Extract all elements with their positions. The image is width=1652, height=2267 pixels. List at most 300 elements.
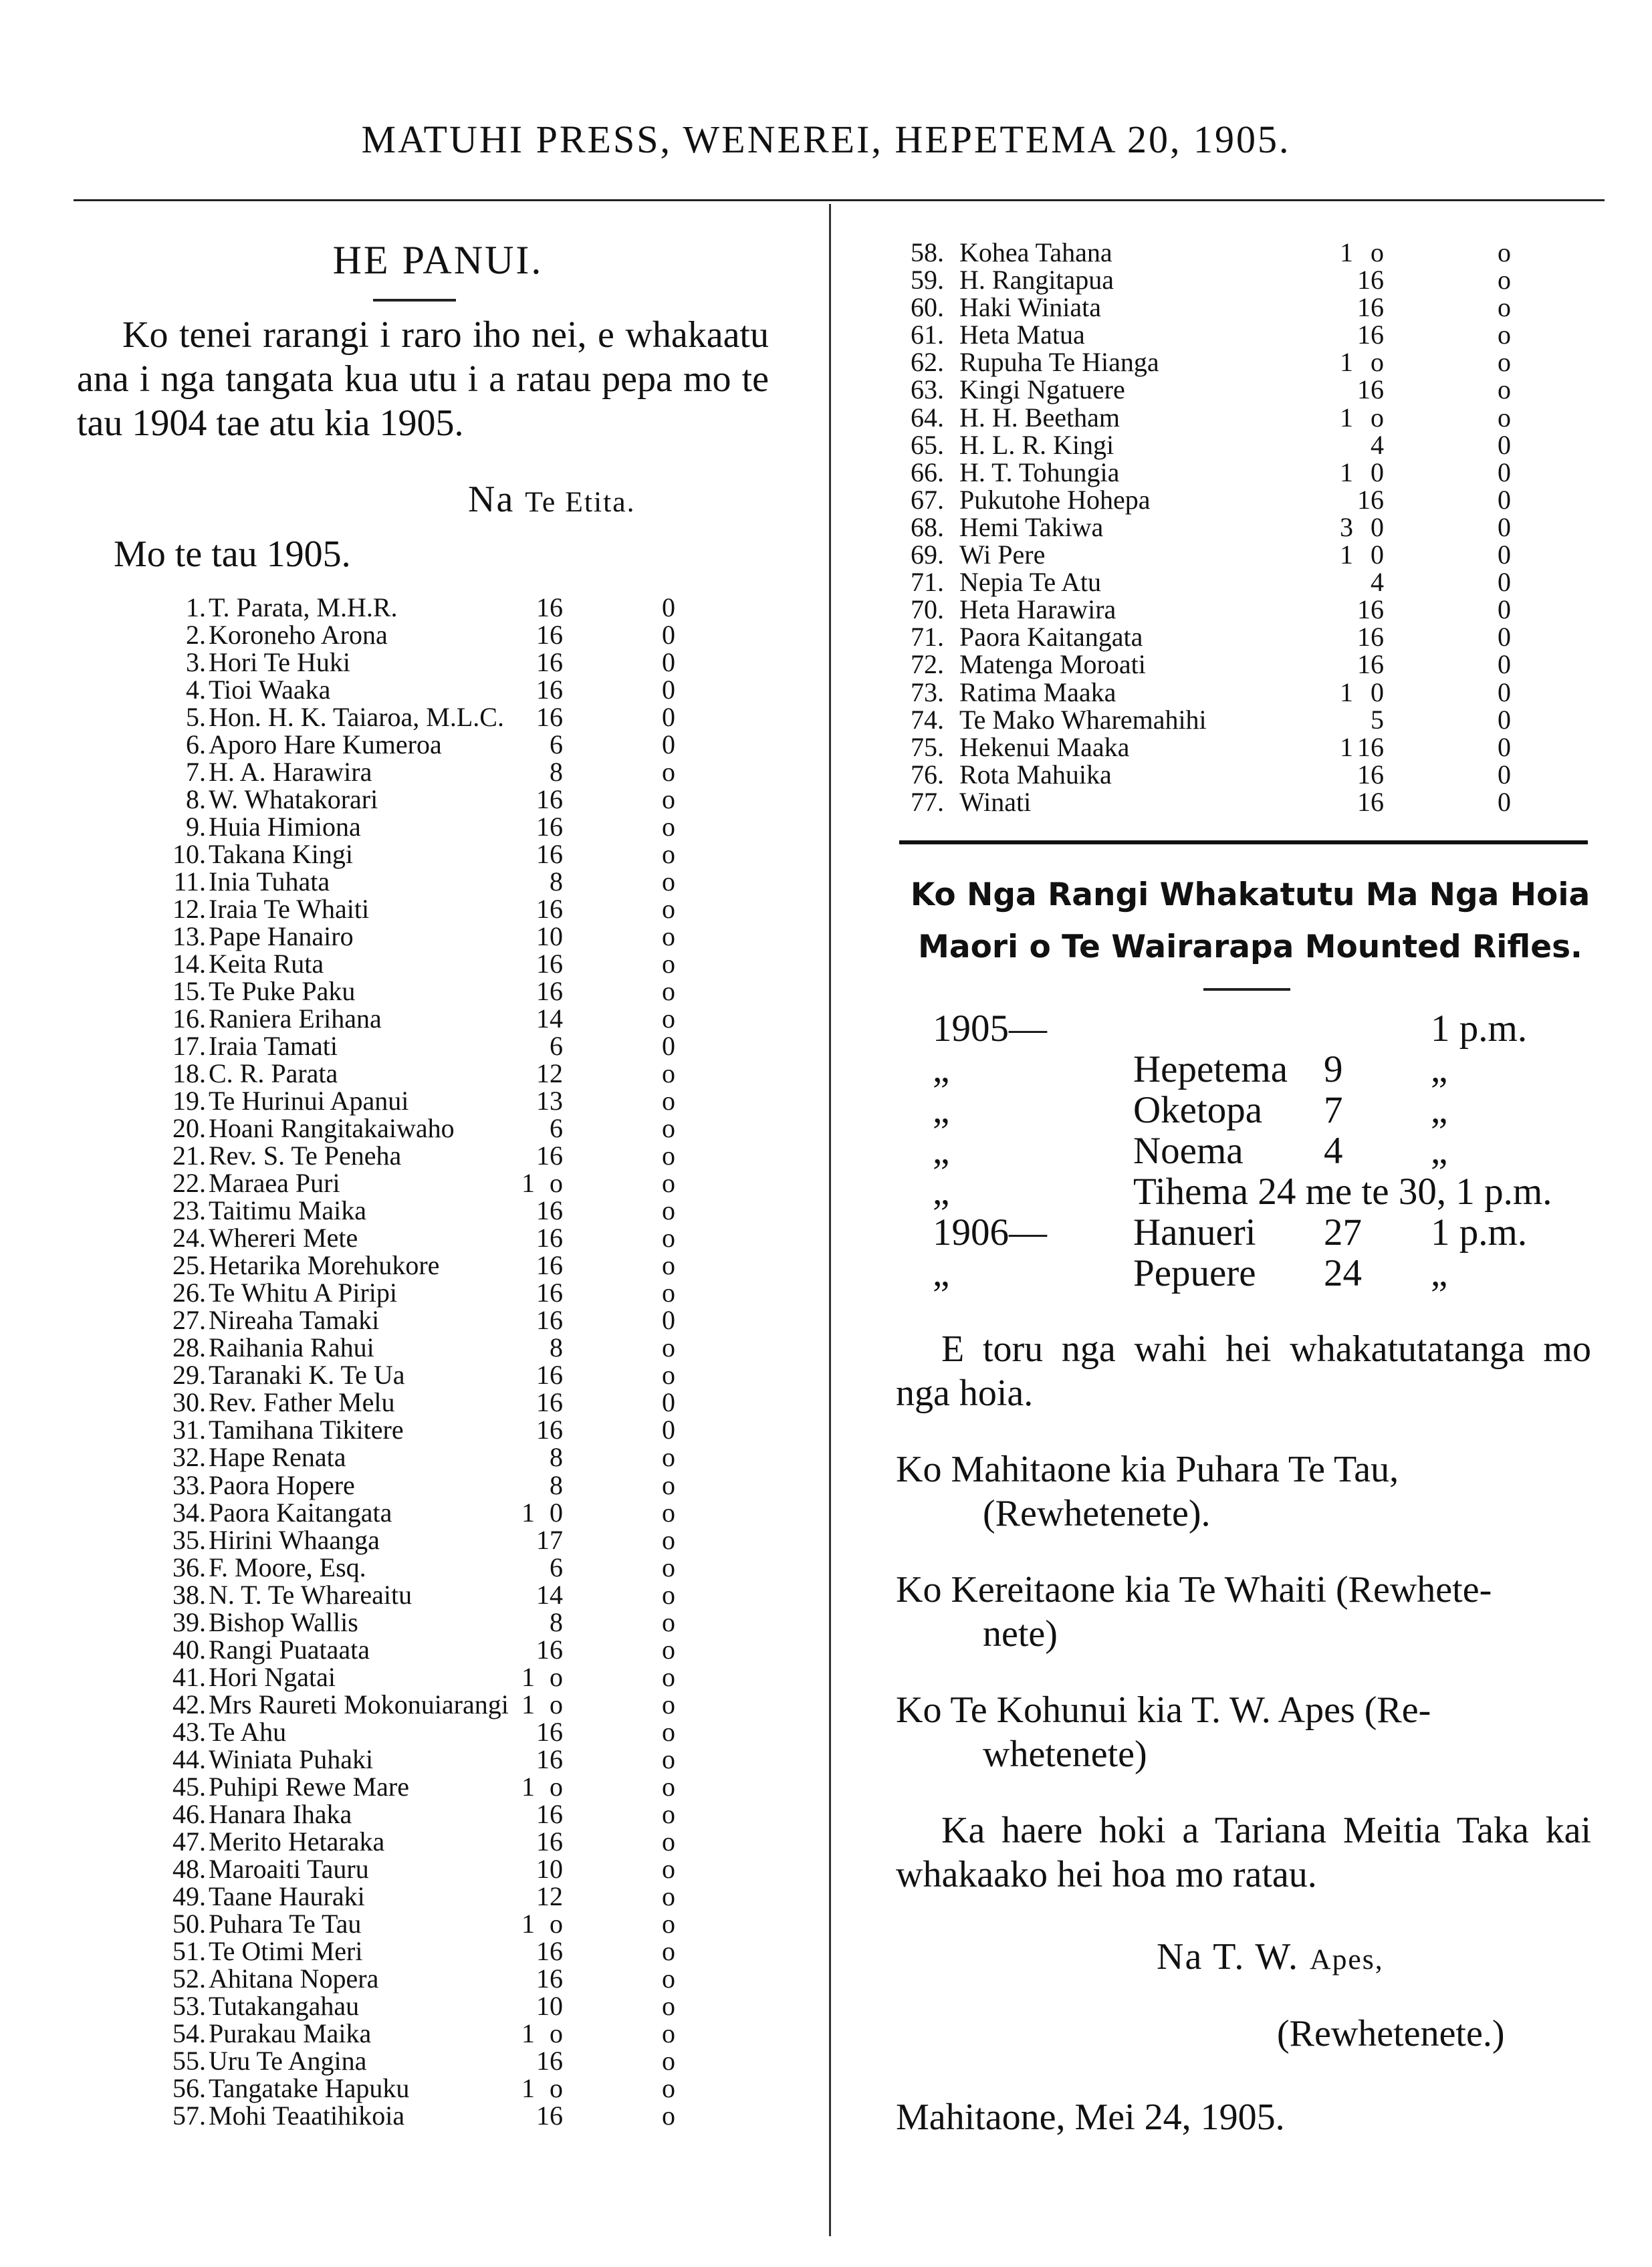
subscriber-row (134, 1663, 682, 1691)
subscriber-amount-shillings: 10 (536, 921, 563, 952)
subscriber-name: Te Whitu A Piripi (209, 1278, 398, 1308)
schedule-time: „ (1431, 1130, 1448, 1172)
subscriber-number: 50. (172, 1908, 206, 1939)
subscriber-row (134, 1005, 682, 1032)
subscriber-number: 38. (172, 1579, 206, 1610)
subscriber-amount-shillings: 16 (536, 894, 563, 925)
notice-sign-name: Te Etita. (525, 486, 636, 518)
schedule-year: „ (933, 1048, 950, 1090)
subscriber-row (896, 541, 1538, 568)
subscriber-number: 76. (911, 759, 944, 790)
subscriber-amount-pence: o (1498, 402, 1511, 433)
subscriber-name: Hekenui Maaka (959, 731, 1130, 762)
subscriber-amount-shillings: 4 (1371, 567, 1384, 598)
subscriber-name: C. R. Parata (209, 1058, 338, 1089)
subscriber-number: 11. (173, 866, 206, 897)
schedule-year: „ (933, 1130, 950, 1172)
subscriber-amount-shillings: 16 (536, 784, 563, 815)
subscriber-amount-shillings: o (550, 1771, 563, 1802)
subscriber-name: Hori Ngatai (209, 1661, 336, 1692)
subscriber-row (134, 977, 682, 1005)
subscriber-number: 10. (172, 839, 206, 870)
subscriber-row (896, 788, 1538, 816)
subscriber-amount-shillings: o (550, 1661, 563, 1692)
drill-intro: E toru nga wahi hei whakatutatanga mo nga hoia. (896, 1328, 1591, 1414)
subscriber-name: H. Rangitapua (959, 265, 1114, 295)
subscriber-number: 15. (172, 976, 206, 1007)
subscriber-row (134, 1334, 682, 1361)
subscriber-amount-pence: o (662, 812, 675, 842)
drill-place-2 (896, 1568, 1591, 1656)
subscriber-amount-shillings: o (550, 1689, 563, 1719)
subscriber-row (896, 623, 1538, 650)
subscriber-amount-pounds: 1 (521, 1689, 535, 1719)
subscriber-name: Rupuha Te Hianga (959, 347, 1159, 378)
subscriber-number: 26. (172, 1278, 206, 1308)
subscriber-row (134, 676, 682, 703)
subscriber-number: 29. (172, 1360, 206, 1391)
subscriber-amount-shillings: 0 (550, 1497, 563, 1528)
subscriber-name: Whereri Mete (209, 1223, 358, 1254)
subscriber-name: Tutakangahau (209, 1990, 360, 2021)
schedule-year: „ (933, 1171, 950, 1213)
subscriber-number: 28. (172, 1332, 206, 1363)
subscriber-amount-pence: o (662, 1168, 675, 1199)
subscriber-row (134, 1060, 682, 1087)
subscriber-row (896, 568, 1538, 596)
subscriber-amount-pence: o (662, 784, 675, 815)
subscriber-row (134, 1197, 682, 1224)
subscriber-row (896, 650, 1538, 678)
subscriber-row (134, 2020, 682, 2047)
subscriber-name: Merito Hetaraka (209, 1826, 385, 1857)
subscriber-row (896, 679, 1538, 706)
subscriber-number: 18. (172, 1058, 206, 1089)
subscriber-row (134, 1746, 682, 1773)
subscriber-name: Hetarika Morehukore (209, 1250, 440, 1281)
subscriber-name: Te Puke Paku (209, 976, 356, 1007)
subscriber-amount-shillings: 0 (1371, 457, 1384, 487)
subscriber-amount-pence: 0 (662, 702, 675, 733)
drill-heading-line2: Maori o Te Wairarapa Mounted Rifles. (918, 929, 1582, 965)
drill-schedule (933, 1008, 1601, 1294)
subscriber-row (134, 731, 682, 758)
subscriber-name: Mohi Teaatihikoia (209, 2100, 405, 2131)
subscriber-amount-pence: o (662, 894, 675, 925)
subscriber-row (134, 1306, 682, 1334)
subscriber-number: 48. (172, 1853, 206, 1884)
subscriber-amount-shillings: 8 (550, 866, 563, 897)
subscriber-number: 30. (172, 1387, 206, 1418)
subscriber-amount-pence: o (662, 1250, 675, 1281)
notice-title-rule (373, 299, 456, 302)
subscriber-number: 69. (911, 540, 944, 570)
subscriber-number: 53. (172, 1990, 206, 2021)
subscriber-number: 64. (911, 402, 944, 433)
subscriber-name: H. L. R. Kingi (959, 429, 1114, 460)
subscriber-name: Haki Winiata (959, 292, 1102, 323)
subscriber-row (134, 2102, 682, 2129)
subscriber-amount-pence: o (662, 1579, 675, 1610)
subscriber-row (134, 1992, 682, 2020)
subscriber-name: Pape Hanairo (209, 921, 354, 952)
schedule-day: 27 (1324, 1211, 1362, 1254)
subscriber-amount-pence: o (662, 1497, 675, 1528)
subscriber-row (896, 431, 1538, 459)
subscriber-number: 45. (172, 1771, 206, 1802)
subscriber-name: Iraia Tamati (209, 1031, 338, 1062)
subscriber-number: 34. (172, 1497, 206, 1528)
subscriber-number: 2. (186, 620, 206, 650)
subscriber-name: Rev. S. Te Peneha (209, 1141, 402, 1171)
subscriber-number: 8. (186, 784, 206, 815)
subscriber-name: Taane Hauraki (209, 1881, 365, 1911)
schedule-row (933, 1212, 1601, 1253)
subscriber-row (134, 1581, 682, 1608)
subscriber-amount-shillings: 16 (536, 2045, 563, 2076)
subscriber-number: 65. (911, 429, 944, 460)
subscriber-name: Hori Te Huki (209, 647, 350, 678)
subscriber-number: 14. (172, 949, 206, 979)
subscriber-amount-pounds: 1 (521, 1908, 535, 1939)
subscriber-list-left (134, 594, 682, 2129)
subscriber-number: 74. (911, 704, 944, 735)
subscriber-amount-shillings: 16 (1357, 649, 1384, 680)
subscriber-row (134, 840, 682, 868)
subscriber-name: N. T. Te Whareaitu (209, 1579, 412, 1610)
subscriber-number: 16. (172, 1003, 206, 1034)
subscriber-amount-shillings: 16 (1357, 786, 1384, 817)
subscriber-name: Ratima Maaka (959, 677, 1116, 707)
subscriber-amount-shillings: 16 (536, 1360, 563, 1391)
subscriber-amount-shillings: o (1371, 347, 1384, 378)
subscriber-row (134, 1883, 682, 1910)
subscriber-row (134, 895, 682, 923)
subscriber-amount-pence: o (662, 1853, 675, 1884)
subscriber-amount-shillings: 16 (536, 839, 563, 870)
subscriber-number: 5. (186, 702, 206, 733)
masthead: MATUHI PRESS, WENEREI, HEPETEMA 20, 1905. (361, 118, 1291, 161)
subscriber-amount-shillings: o (1371, 237, 1384, 267)
subscriber-amount-shillings: 6 (550, 1552, 563, 1582)
drill-place-1-line2: (Rewhetenete). (983, 1493, 1211, 1534)
subscriber-amount-shillings: 0 (1371, 540, 1384, 570)
drill-place-1 (896, 1447, 1591, 1536)
subscriber-name: Puhipi Rewe Mare (209, 1771, 409, 1802)
subscriber-row (134, 1443, 682, 1471)
subscriber-amount-pounds: 1 (1340, 731, 1353, 762)
subscriber-name: Aporo Hare Kumeroa (209, 729, 442, 760)
subscriber-amount-pence: 0 (1498, 677, 1511, 707)
subscriber-row (896, 348, 1538, 376)
subscriber-number: 31. (172, 1415, 206, 1445)
subscriber-amount-pence: 0 (662, 647, 675, 678)
subscriber-number: 22. (172, 1168, 206, 1199)
subscriber-amount-shillings: 16 (536, 1744, 563, 1774)
subscriber-number: 51. (172, 1935, 206, 1966)
schedule-month: Oketopa (1133, 1089, 1263, 1131)
subscriber-row (134, 758, 682, 786)
subscriber-amount-shillings: 8 (550, 757, 563, 788)
subscriber-amount-shillings: 16 (536, 675, 563, 705)
subscriber-amount-pence: 0 (662, 1415, 675, 1445)
subscriber-row (896, 239, 1538, 266)
subscriber-row (896, 459, 1538, 486)
subscriber-amount-pence: o (662, 1058, 675, 1089)
subscriber-amount-pence: o (662, 1826, 675, 1857)
schedule-year: 1905— (933, 1007, 1047, 1050)
subscriber-name: Te Otimi Meri (209, 1935, 363, 1966)
subscriber-row (134, 1937, 682, 1965)
subscriber-amount-shillings: 16 (1357, 759, 1384, 790)
subscriber-amount-pence: o (662, 1606, 675, 1637)
subscriber-number: 56. (172, 2072, 206, 2103)
drill-heading (889, 869, 1611, 973)
subscriber-amount-pence: o (662, 1003, 675, 1034)
subscriber-row (896, 293, 1538, 321)
subscriber-number: 57. (172, 2100, 206, 2131)
subscriber-amount-shillings: o (550, 2072, 563, 2103)
subscriber-number: 62. (911, 347, 944, 378)
schedule-time: „ (1431, 1089, 1448, 1131)
subscriber-amount-pence: 0 (1498, 511, 1511, 542)
subscriber-name: H. T. Tohungia (959, 457, 1120, 487)
subscriber-amount-shillings: 12 (536, 1058, 563, 1089)
subscriber-name: Te Ahu (209, 1716, 287, 1747)
subscriber-amount-pence: o (662, 1771, 675, 1802)
subscriber-amount-pounds: 1 (521, 2072, 535, 2103)
subscriber-amount-shillings: 16 (536, 702, 563, 733)
subscriber-row (134, 1223, 682, 1254)
subscriber-number: 21. (172, 1141, 206, 1171)
subscriber-amount-pounds: 1 (1340, 677, 1353, 707)
subscriber-amount-shillings: 16 (536, 1963, 563, 1994)
subscriber-name: H. H. Beetham (959, 402, 1120, 433)
subscriber-name: Winiata Puhaki (209, 1744, 374, 1774)
subscriber-number: 27. (172, 1305, 206, 1336)
subscriber-amount-shillings: 16 (536, 1387, 563, 1418)
subscriber-amount-shillings: 8 (550, 1606, 563, 1637)
subscriber-amount-pence: o (662, 1661, 675, 1692)
subscriber-row (896, 266, 1538, 293)
subscriber-name: Hemi Takiwa (959, 511, 1104, 542)
subscriber-row (134, 868, 682, 895)
subscriber-row (134, 2074, 682, 2102)
subscriber-number: 19. (172, 1086, 206, 1116)
subscriber-amount-pence: o (662, 2072, 675, 2103)
subscriber-amount-shillings: 16 (536, 1716, 563, 1747)
subscriber-number: 39. (172, 1606, 206, 1637)
subscriber-amount-pence: o (662, 976, 675, 1007)
subscriber-row (896, 376, 1538, 403)
subscriber-name: Maraea Puri (209, 1168, 340, 1199)
subscriber-row (134, 648, 682, 676)
subscriber-amount-shillings: o (550, 1908, 563, 1939)
subscriber-amount-shillings: 16 (1357, 731, 1384, 762)
subscriber-amount-shillings: 16 (536, 1305, 563, 1336)
subscriber-number: 70. (911, 594, 944, 625)
subscriber-number: 41. (172, 1661, 206, 1692)
schedule-row (933, 1049, 1601, 1090)
subscriber-number: 3. (186, 647, 206, 678)
subscriber-name: Taranaki K. Te Ua (209, 1360, 405, 1391)
subscriber-amount-shillings: 8 (550, 1469, 563, 1500)
subscriber-amount-pence: 0 (1498, 786, 1511, 817)
schedule-year: „ (933, 1089, 950, 1131)
subscriber-number: 7. (186, 757, 206, 788)
dateline: Mahitaone, Mei 24, 1905. (896, 2097, 1285, 2138)
subscriber-amount-pence: o (662, 1141, 675, 1171)
subscriber-name: Paora Kaitangata (209, 1497, 392, 1528)
schedule-month: Tihema 24 me te 30, 1 p.m. (1133, 1171, 1552, 1213)
subscriber-amount-pence: o (1498, 237, 1511, 267)
subscriber-amount-pence: 0 (1498, 759, 1511, 790)
subscriber-amount-shillings: 16 (536, 1278, 563, 1308)
subscriber-amount-pence: 0 (1498, 649, 1511, 680)
subscriber-row (134, 1142, 682, 1169)
subscriber-row (134, 1800, 682, 1828)
subscriber-amount-pence: o (662, 949, 675, 979)
subscriber-name: Rota Mahuika (959, 759, 1112, 790)
subscriber-name: Mrs Raureti Mokonuiarangi (209, 1689, 509, 1719)
subscriber-name: Rev. Father Melu (209, 1387, 395, 1418)
drill-place-1-line1: Ko Mahitaone kia Puhara Te Tau, (896, 1449, 1399, 1490)
subscriber-row (134, 1032, 682, 1060)
subscriber-list-right (896, 239, 1538, 816)
subscriber-amount-pounds: 3 (1340, 511, 1353, 542)
schedule-day: 9 (1324, 1048, 1343, 1090)
subscriber-name: Nireaha Tamaki (209, 1305, 380, 1336)
schedule-row (933, 1130, 1601, 1171)
subscriber-amount-shillings: 14 (536, 1003, 563, 1034)
subscriber-number: 43. (172, 1716, 206, 1747)
subscriber-amount-shillings: 16 (1357, 594, 1384, 625)
subscriber-amount-pounds: 1 (1340, 457, 1353, 487)
subscriber-number: 63. (911, 374, 944, 405)
subscriber-row (134, 1855, 682, 1883)
subscriber-amount-pence: o (662, 1634, 675, 1665)
subscriber-amount-pence: o (662, 1881, 675, 1911)
subscriber-row (134, 1389, 682, 1416)
subscriber-amount-pence: o (662, 1086, 675, 1116)
subscriber-amount-pence: o (662, 1716, 675, 1747)
subscriber-row (134, 1636, 682, 1663)
subscriber-amount-pence: 0 (662, 592, 675, 622)
subscriber-amount-pence: 0 (662, 1305, 675, 1336)
subscriber-amount-pounds: 1 (521, 1497, 535, 1528)
subscriber-number: 40. (172, 1634, 206, 1665)
subscriber-number: 20. (172, 1113, 206, 1144)
subscriber-number: 17. (172, 1031, 206, 1062)
subscriber-number: 13. (172, 921, 206, 952)
subscriber-amount-shillings: 6 (550, 1113, 563, 1144)
subscriber-amount-shillings: 5 (1371, 704, 1384, 735)
subscriber-amount-pence: o (1498, 374, 1511, 405)
subscriber-number: 9. (186, 812, 206, 842)
subscriber-name: Taitimu Maika (209, 1195, 367, 1226)
subscriber-name: Ahitana Nopera (209, 1963, 379, 1994)
subscriber-name: H. A. Harawira (209, 757, 372, 788)
subscriber-number: 72. (911, 649, 944, 680)
subscriber-amount-pence: 0 (1498, 622, 1511, 652)
subscriber-row (134, 1169, 682, 1197)
top-rule (74, 199, 1605, 201)
subscriber-row (134, 1471, 682, 1499)
subscriber-row (134, 703, 682, 731)
subscriber-name: Kohea Tahana (959, 237, 1112, 267)
subscriber-name: Winati (959, 786, 1032, 817)
column-divider (829, 204, 831, 2236)
subscriber-number: 54. (172, 2018, 206, 2048)
subscriber-name: Uru Te Angina (209, 2045, 367, 2076)
subscriber-number: 36. (172, 1552, 206, 1582)
subscriber-amount-pence: 0 (662, 620, 675, 650)
subscriber-amount-pence: 0 (1498, 457, 1511, 487)
subscriber-amount-pence: o (662, 866, 675, 897)
subscriber-name: Nepia Te Atu (959, 567, 1101, 598)
subscriber-name: Iraia Te Whaiti (209, 894, 370, 925)
schedule-year: „ (933, 1252, 950, 1294)
subscriber-number: 71. (911, 622, 944, 652)
subscriber-amount-pence: o (662, 1935, 675, 1966)
subscriber-amount-pounds: 1 (521, 1661, 535, 1692)
subscriber-amount-shillings: 16 (536, 1935, 563, 1966)
subscriber-name: Matenga Moroati (959, 649, 1146, 680)
subscriber-name: Maroaiti Tauru (209, 1853, 369, 1884)
subscriber-name: Puhara Te Tau (209, 1908, 362, 1939)
subscriber-row (134, 923, 682, 950)
subscriber-number: 61. (911, 320, 944, 350)
subscriber-amount-shillings: 8 (550, 1332, 563, 1363)
subscriber-name: Huia Himiona (209, 812, 361, 842)
subscriber-number: 44. (172, 1744, 206, 1774)
subscriber-amount-pence: 0 (1498, 484, 1511, 515)
subscriber-number: 52. (172, 1963, 206, 1994)
subscriber-amount-shillings: 16 (536, 1250, 563, 1281)
subscriber-amount-shillings: 12 (536, 1881, 563, 1911)
subscriber-row (896, 486, 1538, 513)
subscriber-amount-shillings: 16 (536, 592, 563, 622)
subscriber-name: Heta Harawira (959, 594, 1116, 625)
subscriber-number: 47. (172, 1826, 206, 1857)
schedule-time: „ (1431, 1252, 1448, 1294)
subscriber-amount-pence: o (662, 1113, 675, 1144)
notice-signature (468, 478, 636, 521)
schedule-row (933, 1253, 1601, 1294)
subscriber-number: 23. (172, 1195, 206, 1226)
subscriber-row (134, 1087, 682, 1114)
subscriber-row (896, 404, 1538, 431)
subscriber-amount-pence: o (662, 2045, 675, 2076)
subscriber-amount-shillings: 10 (536, 1990, 563, 2021)
subscriber-amount-shillings: 16 (536, 1826, 563, 1857)
subscriber-amount-pence: 0 (1498, 704, 1511, 735)
subscriber-amount-shillings: 16 (1357, 320, 1384, 350)
subscriber-row (134, 1691, 682, 1718)
subscriber-row (134, 621, 682, 648)
drill-heading-rule (1203, 988, 1290, 991)
subscriber-number: 77. (911, 786, 944, 817)
subscriber-name: Kingi Ngatuere (959, 374, 1125, 405)
subscriber-amount-shillings: 14 (536, 1579, 563, 1610)
notice-body: Ko tenei rarangi i raro iho nei, e whakaatu ana i nga tangata kua utu i a ratau pepa mo te tau 1904 tae atu kia 1905. (77, 314, 769, 444)
year-heading: Mo te tau 1905. (114, 533, 351, 575)
section-rule (899, 840, 1588, 844)
subscriber-amount-shillings: 16 (536, 1798, 563, 1829)
subscriber-amount-shillings: 16 (536, 1223, 563, 1254)
subscriber-amount-pence: o (662, 1552, 675, 1582)
subscriber-name: Keita Ruta (209, 949, 324, 979)
